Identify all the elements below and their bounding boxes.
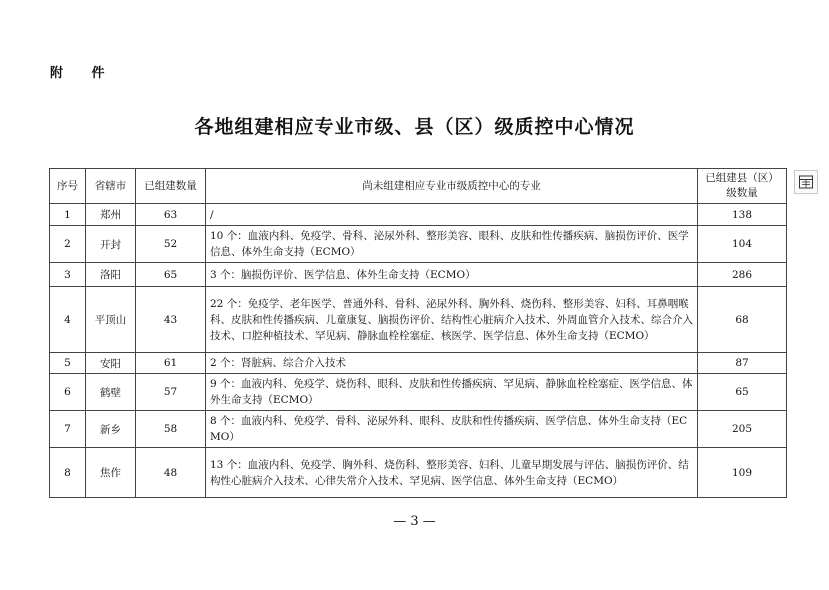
- table-view-icon-glyph: [798, 174, 814, 190]
- table-row: [50, 353, 787, 374]
- county-count: 87: [735, 357, 749, 369]
- table-view-icon[interactable]: [794, 170, 818, 194]
- established-count-cell: [136, 411, 206, 448]
- established-count: 48: [163, 466, 178, 479]
- table-row: [50, 448, 787, 498]
- city-name-cell: [86, 448, 136, 498]
- row-number-cell: [50, 374, 86, 411]
- established-count-cell: [136, 448, 206, 498]
- page-title: 各地组建相应专业市级、县（区）级质控中心情况: [194, 116, 635, 138]
- attachment-label: 附 件: [50, 66, 117, 81]
- established-count-cell: [136, 353, 206, 374]
- missing-specialties-cell: [206, 263, 698, 287]
- missing-specialties-cell: [206, 411, 698, 448]
- table-row: [50, 374, 787, 411]
- header-count: 已组建数量: [136, 169, 206, 204]
- county-count: 286: [731, 268, 753, 281]
- established-count-cell: [136, 263, 206, 287]
- established-count: 61: [163, 357, 178, 369]
- missing-specialties: 3 个：脑损伤评价、医学信息、体外生命支持（ECMO）: [210, 268, 476, 281]
- row-number-cell: [50, 287, 86, 353]
- city-name-cell: [86, 353, 136, 374]
- city-name-cell: [86, 287, 136, 353]
- page-number: — 3 —: [393, 514, 436, 529]
- row-number-cell: [50, 353, 86, 374]
- missing-specialties-cell: [206, 287, 698, 353]
- header-no: 序号: [50, 169, 86, 204]
- established-count: 63: [163, 208, 178, 221]
- row-number-cell: [50, 411, 86, 448]
- city-name: 平顶山: [94, 314, 127, 326]
- missing-specialties: 22 个：免疫学、老年医学、普通外科、骨科、泌尿外科、胸外科、烧伤科、整形美容、妇科、耳鼻咽喉科、皮肤和性传播疾病、儿童康复、脑损伤评价、结构性心脏病介入技术、外周血管介入技术、综合介入技术、口腔种植技术、罕见病、静脉血栓栓塞症、核医学、医学信息、体外生命支持（ECMO）: [210, 297, 693, 342]
- row-number-cell: [50, 226, 86, 263]
- county-count: 109: [731, 466, 753, 479]
- county-count-cell: [698, 374, 787, 411]
- missing-specialties: 13 个：血液内科、免疫学、胸外科、烧伤科、整形美容、妇科、儿童早期发展与评估、脑损伤评价、结构性心脏病介入技术、心律失常介入技术、罕见病、医学信息、体外生命支持（ECMO）: [210, 458, 689, 487]
- missing-specialties-cell: [206, 353, 698, 374]
- row-number: 3: [64, 268, 71, 281]
- missing-specialties: /: [210, 208, 214, 221]
- missing-specialties: 2 个：肾脏病、综合介入技术: [210, 357, 347, 369]
- row-number: 7: [64, 423, 71, 435]
- row-number: 5: [64, 357, 71, 369]
- row-number: 6: [64, 386, 71, 398]
- city-name: 安阳: [100, 357, 121, 370]
- established-count: 52: [163, 238, 178, 250]
- row-number: 8: [64, 466, 71, 479]
- city-name-cell: [86, 263, 136, 287]
- row-number: 2: [64, 238, 71, 250]
- city-name: 焦作: [100, 467, 121, 479]
- missing-specialties-cell: [206, 226, 698, 263]
- city-name-cell: [86, 226, 136, 263]
- table-row: [50, 287, 787, 353]
- row-number-cell: [50, 448, 86, 498]
- table-row: [50, 263, 787, 287]
- header-missing-specialties: 尚未组建相应专业市级质控中心的专业: [206, 169, 698, 204]
- county-count-cell: [698, 204, 787, 226]
- missing-specialties: 8 个：血液内科、免疫学、骨科、泌尿外科、眼科、皮肤和性传播疾病、医学信息、体外生命支持（ECMO）: [210, 415, 688, 443]
- missing-specialties-cell: [206, 448, 698, 498]
- table-row: [50, 411, 787, 448]
- established-count-cell: [136, 374, 206, 411]
- county-count: 205: [731, 423, 753, 435]
- established-count-cell: [136, 287, 206, 353]
- missing-specialties-cell: [206, 374, 698, 411]
- row-number-cell: [50, 204, 86, 226]
- quality-center-table: [49, 168, 787, 498]
- city-name-cell: [86, 204, 136, 226]
- county-count: 68: [735, 313, 749, 326]
- county-count-cell: [698, 226, 787, 263]
- county-count: 104: [731, 238, 753, 250]
- county-count-cell: [698, 448, 787, 498]
- established-count: 58: [163, 423, 178, 435]
- city-name: 新乡: [100, 423, 121, 436]
- established-count: 57: [163, 386, 178, 398]
- header-county-count: 已组建县（区）级数量: [698, 169, 787, 204]
- table-row: [50, 204, 787, 226]
- table-header-row: [50, 169, 787, 204]
- city-name-cell: [86, 374, 136, 411]
- row-number: 1: [64, 208, 71, 221]
- established-count: 65: [163, 268, 178, 281]
- city-name: 开封: [100, 238, 121, 251]
- city-name: 鹤壁: [100, 386, 121, 399]
- city-name: 郑州: [100, 209, 121, 221]
- county-count-cell: [698, 287, 787, 353]
- county-count-cell: [698, 353, 787, 374]
- city-name: 洛阳: [100, 269, 121, 281]
- city-name-cell: [86, 411, 136, 448]
- missing-specialties: 10 个：血液内科、免疫学、骨科、泌尿外科、整形美容、眼科、皮肤和性传播疾病、脑损伤评价、医学信息、体外生命支持（ECMO）: [210, 230, 689, 258]
- county-count-cell: [698, 411, 787, 448]
- county-count: 138: [731, 208, 753, 221]
- established-count-cell: [136, 204, 206, 226]
- row-number: 4: [64, 313, 71, 326]
- established-count: 43: [163, 313, 178, 326]
- established-count-cell: [136, 226, 206, 263]
- header-city: 省辖市: [86, 169, 136, 204]
- missing-specialties: 9 个：血液内科、免疫学、烧伤科、眼科、皮肤和性传播疾病、罕见病、静脉血栓栓塞症、医学信息、体外生命支持（ECMO）: [210, 378, 693, 406]
- missing-specialties-cell: [206, 204, 698, 226]
- county-count-cell: [698, 263, 787, 287]
- county-count: 65: [735, 386, 749, 398]
- table-row: [50, 226, 787, 263]
- row-number-cell: [50, 263, 86, 287]
